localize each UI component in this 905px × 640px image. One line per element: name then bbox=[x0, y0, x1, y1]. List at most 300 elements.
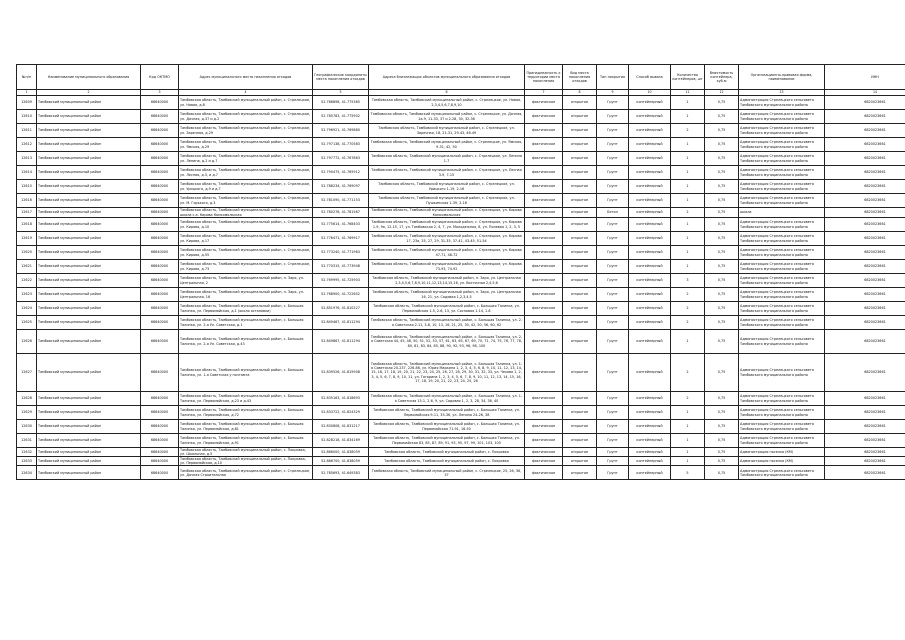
table-row bbox=[17, 466, 905, 480]
table-cell: открытое bbox=[563, 218, 597, 232]
table-cell: Грунт bbox=[597, 138, 629, 152]
table-cell: Тамбовская область, Тамбовский муниципальный район, с. Стрелецкое, ул. Кирова 73-93, 74-92 bbox=[369, 260, 525, 274]
table-cell: 68640000 bbox=[141, 330, 179, 354]
table-cell: 1 bbox=[671, 434, 705, 448]
table-cell: 12623 bbox=[17, 288, 37, 302]
table-cell: контейнерный bbox=[629, 208, 671, 218]
table-cell: 1 bbox=[671, 166, 705, 180]
table-cell: Администрация Стрелецкого сельсовета Тамбовского муниципального района bbox=[739, 246, 825, 260]
table-cell: контейнерный bbox=[629, 354, 671, 392]
table-cell: контейнерный bbox=[629, 316, 671, 330]
table-cell: 12634 bbox=[17, 466, 37, 480]
table-cell: 52.773240, 41.771963 bbox=[313, 246, 369, 260]
table-cell: 0,75 bbox=[705, 330, 739, 354]
table-cell: 52.828218, 41.834169 bbox=[313, 434, 369, 448]
table-cell: Тамбовский муниципальный район bbox=[37, 448, 141, 457]
table-cell: фактическое bbox=[525, 354, 563, 392]
table-cell: 52.835163, 41.818693 bbox=[313, 392, 369, 406]
table-cell: 52.790475, 41.765912 bbox=[313, 166, 369, 180]
table-cell: фактическое bbox=[525, 166, 563, 180]
table-cell: контейнерный bbox=[629, 466, 671, 480]
table-cell: 0,75 bbox=[705, 302, 739, 316]
table-row bbox=[17, 448, 905, 457]
table-cell: фактическое bbox=[525, 208, 563, 218]
table-cell: Тамбовская область, Тамбовский муниципальный район, п. Заря, ул. Центральная, 2 bbox=[179, 274, 313, 288]
header-row bbox=[17, 65, 905, 90]
table-cell: Тамбовский муниципальный район bbox=[37, 246, 141, 260]
table-cell: открытое bbox=[563, 457, 597, 466]
table-cell: открытое bbox=[563, 110, 597, 124]
column-header: Способ вывоза bbox=[629, 65, 671, 90]
table-cell: 6820023661 bbox=[825, 448, 905, 457]
table-cell: Тамбовский муниципальный район bbox=[37, 420, 141, 434]
table-cell: Тамбовская область, Тамбовский муниципальный район, с. Стрелецкое, ул. Кирова 17, 23а, 25, 27, 29, 31-35, 37-41, 43-45, 51-54 bbox=[369, 232, 525, 246]
column-header: Географические координаты места накопления отходов bbox=[313, 65, 369, 90]
table-cell: Тамбовская область, Тамбовский муниципальный район, с. Стрелецкое, ул. Дачная Строительная bbox=[179, 466, 313, 480]
table-cell: открытое bbox=[563, 194, 597, 208]
table-cell: Тамбовский муниципальный район bbox=[37, 466, 141, 480]
table-cell: Тамбовский муниципальный район bbox=[37, 180, 141, 194]
table-cell: фактическое bbox=[525, 260, 563, 274]
table-cell: открытое bbox=[563, 354, 597, 392]
table-cell: 68640000 bbox=[141, 302, 179, 316]
table-cell: контейнерный bbox=[629, 406, 671, 420]
table-cell: фактическое bbox=[525, 232, 563, 246]
table-row bbox=[17, 434, 905, 448]
table-cell: Тамбовский муниципальный район bbox=[37, 260, 141, 274]
table-cell: 12611 bbox=[17, 124, 37, 138]
table-cell: 2 bbox=[671, 392, 705, 406]
table-cell: Тамбовский муниципальный район bbox=[37, 208, 141, 218]
table-cell: Грунт bbox=[597, 246, 629, 260]
table-cell: 52.833722, 41.824329 bbox=[313, 406, 369, 420]
table-cell: Тамбовская область, Тамбовский муниципальный район, с. Большая Талинка, ул. Первомайская, д.72 bbox=[179, 406, 313, 420]
table-cell: Тамбовская область, Тамбовский муниципальный район, п. Заря, ул. Центральная, 16 bbox=[179, 288, 313, 302]
table-cell: 1 bbox=[671, 330, 705, 354]
table-cell: контейнерный bbox=[629, 152, 671, 166]
table-cell: Тамбовская область, Тамбовский муниципальный район, с. Большая Талинка, ул. 2-я Советская 2-11, 3-8, 10, 13, 16, 21, 25, 30, 42, 50, 56, 60, 62 bbox=[369, 316, 525, 330]
table-cell: фактическое bbox=[525, 288, 563, 302]
table-cell: 6820023661 bbox=[825, 232, 905, 246]
table-cell: Тамбовская область, Тамбовский муниципальный район, с. Большая Талинка, ул. Первомайская, д.81 bbox=[179, 420, 313, 434]
table-cell: 68640000 bbox=[141, 180, 179, 194]
table-cell: 52.796921, 41.769880 bbox=[313, 124, 369, 138]
table-cell: 1 bbox=[671, 406, 705, 420]
table-cell: Тамбовский муниципальный район bbox=[37, 124, 141, 138]
table-cell: Тамбовская область, Тамбовский муниципальный район, с. Стрелецкое, ул. Кирова, д.17 bbox=[179, 232, 313, 246]
table-cell: Тамбовская область, Тамбовский муниципальный район, с. Стрелецкое, ул. Ленина 1-7 bbox=[369, 152, 525, 166]
table-cell: Тамбовский муниципальный район bbox=[37, 96, 141, 110]
column-header: Код ОКТМО bbox=[141, 65, 179, 90]
table-row bbox=[17, 354, 905, 392]
table-cell: 12622 bbox=[17, 274, 37, 288]
column-number: 2 bbox=[37, 90, 141, 96]
table-cell: 68640000 bbox=[141, 316, 179, 330]
table-cell: Администрация Стрелецкого сельсовета Тамбовского муниципального района bbox=[739, 260, 825, 274]
table-cell: открытое bbox=[563, 208, 597, 218]
table-cell: Тамбовская область, Тамбовский муниципальный район, с. Стрелецкое, ул. Ленина, д.2 и д.7 bbox=[179, 152, 313, 166]
column-number: 7 bbox=[525, 90, 563, 96]
table-cell: контейнерный bbox=[629, 180, 671, 194]
table-row bbox=[17, 124, 905, 138]
table-cell: Администрация Стрелецкого сельсовета Тамбовского муниципального района bbox=[739, 152, 825, 166]
table-cell: контейнерный bbox=[629, 420, 671, 434]
table-cell: 52.785783, 41.775902 bbox=[313, 110, 369, 124]
table-cell: 1 bbox=[671, 152, 705, 166]
table-cell: 52.866000, 41.838059 bbox=[313, 448, 369, 457]
table-cell: 12632 bbox=[17, 448, 37, 457]
table-cell: Тамбовская область, Тамбовский муниципальный район, с. Стрелецкое, ул. Дачная, 1а-9, 11-33, 37 и 2-28, 30, 32-36 bbox=[369, 110, 525, 124]
table-cell: 1 bbox=[671, 218, 705, 232]
table-cell: Тамбовская область, Тамбовский муниципальный район, с. Большая Талинка, ул. Первомайская 9-11, 35-36, ул. Ленина 24-26, 38 bbox=[369, 406, 525, 420]
table-row bbox=[17, 96, 905, 110]
table-cell: Тамбовская область, Тамбовский муниципальный район, с. Стрелецкое, ул. Кирова Комсомольская bbox=[369, 208, 525, 218]
table-cell: 68640000 bbox=[141, 208, 179, 218]
table-row bbox=[17, 208, 905, 218]
table-cell: 68640000 bbox=[141, 194, 179, 208]
table-row bbox=[17, 457, 905, 466]
table-cell: 52.851976, 41.810227 bbox=[313, 302, 369, 316]
table-cell: Тамбовская область, Тамбовский муниципальный район, с. Стрелецкое, ул. Урицкого, д.9 и д.7 bbox=[179, 180, 313, 194]
table-cell: 0,75 bbox=[705, 466, 739, 480]
table-cell: Администрация Стрелецкого сельсовета Тамбовского муниципального района bbox=[739, 330, 825, 354]
table-cell: Тамбовская область, Тамбовский муниципальный район, с. Стрелецкое, ул. Заречная, д.29 bbox=[179, 124, 313, 138]
table-cell: 52.866700, 41.838059 bbox=[313, 457, 369, 466]
table-cell: 6820023661 bbox=[825, 288, 905, 302]
table-cell: 6820023661 bbox=[825, 166, 905, 180]
table-cell: открытое bbox=[563, 152, 597, 166]
table-cell: открытое bbox=[563, 246, 597, 260]
table-cell: 68640000 bbox=[141, 232, 179, 246]
table-cell: 68640000 bbox=[141, 138, 179, 152]
table-cell: Грунт bbox=[597, 448, 629, 457]
table-cell: 68640000 bbox=[141, 166, 179, 180]
table-cell: 0,75 bbox=[705, 166, 739, 180]
table-cell: 68640000 bbox=[141, 110, 179, 124]
table-cell: Тамбовская область, Тамбовский муниципальный район, с. Большая Талинка, ул. 2-я Ул. Советская, д.1 bbox=[179, 316, 313, 330]
table-cell: 6820023661 bbox=[825, 420, 905, 434]
table-cell: 68640000 bbox=[141, 392, 179, 406]
table-cell: 12628 bbox=[17, 392, 37, 406]
registry-sheet bbox=[16, 64, 885, 480]
column-number: 1 bbox=[17, 90, 37, 96]
table-cell: Тамбовский муниципальный район bbox=[37, 406, 141, 420]
table-cell: 2 bbox=[671, 124, 705, 138]
column-header: Тип покрытия bbox=[597, 65, 629, 90]
table-cell: Тамбовская область, Тамбовский муниципальный район, с. Покровка, ул. Школьная, д.5 bbox=[179, 448, 313, 457]
table-cell: Администрация Стрелецкого сельсовета Тамбовского муниципального района bbox=[739, 194, 825, 208]
table-cell: Тамбовская область, Тамбовский муниципальный район, с. Стрелецкое, ул. Ямская, д.29 bbox=[179, 138, 313, 152]
table-cell: Тамбовская область, Тамбовский муниципальный район, с. Большая Талинка, ул. Первомайская 83, 85, 87, 89, 91, 93, 95, 97, 99, 101, 103, 105 bbox=[369, 434, 525, 448]
table-cell: 6820023661 bbox=[825, 354, 905, 392]
table-cell: Администрация Стрелецкого сельсовета Тамбовского муниципального района bbox=[739, 302, 825, 316]
table-row bbox=[17, 260, 905, 274]
table-cell: Грунт bbox=[597, 96, 629, 110]
table-cell: открытое bbox=[563, 330, 597, 354]
table-cell: открытое bbox=[563, 166, 597, 180]
table-cell: 52.775614, 41.768403 bbox=[313, 218, 369, 232]
table-cell: 6820023661 bbox=[825, 246, 905, 260]
table-cell: контейнерный bbox=[629, 457, 671, 466]
table-cell: 0,75 bbox=[705, 152, 739, 166]
table-cell: Тамбовская область, Тамбовский муниципальный район, с. Большая Талинка, ул. Первомайская, д.23 и д.43 bbox=[179, 392, 313, 406]
table-cell: фактическое bbox=[525, 218, 563, 232]
table-cell: 6820023661 bbox=[825, 218, 905, 232]
table-cell: контейнерный bbox=[629, 124, 671, 138]
table-cell: открытое bbox=[563, 180, 597, 194]
table-cell: 12627 bbox=[17, 354, 37, 392]
table-cell: 0,75 bbox=[705, 274, 739, 288]
table-cell: 6820023661 bbox=[825, 330, 905, 354]
table-cell: 12621 bbox=[17, 260, 37, 274]
table-cell: 12633 bbox=[17, 457, 37, 466]
table-cell: Грунт bbox=[597, 274, 629, 288]
column-header: Количество контейнеров, шт bbox=[671, 65, 705, 90]
table-cell: 1 bbox=[671, 448, 705, 457]
table-cell: 1 bbox=[671, 420, 705, 434]
table-cell: 0,75 bbox=[705, 260, 739, 274]
table-cell: фактическое bbox=[525, 392, 563, 406]
table-cell: фактическое bbox=[525, 457, 563, 466]
table-cell: Администрация Стрелецкого сельсовета Тамбовского муниципального района bbox=[739, 354, 825, 392]
table-cell: 0,75 bbox=[705, 448, 739, 457]
table-cell: Грунт bbox=[597, 316, 629, 330]
table-cell: Тамбовская область, Тамбовский муниципальный район, с. Стрелецкое, ул. Лесная 3-9, 7-15 bbox=[369, 166, 525, 180]
table-cell: 6820023661 bbox=[825, 434, 905, 448]
table-cell: 2 bbox=[671, 208, 705, 218]
table-cell: Тамбовская область, Тамбовский муниципальный район, с. Стрелецкое, ул. Пушкинская 1-39, 2-16 bbox=[369, 194, 525, 208]
table-cell: 52.788234, 41.769097 bbox=[313, 180, 369, 194]
table-cell: открытое bbox=[563, 392, 597, 406]
table-cell: 0,75 bbox=[705, 194, 739, 208]
table-cell: 6820023661 bbox=[825, 138, 905, 152]
table-cell: 6820023661 bbox=[825, 260, 905, 274]
table-body bbox=[17, 96, 905, 480]
table-cell: Грунт bbox=[597, 420, 629, 434]
table-cell: открытое bbox=[563, 288, 597, 302]
table-row bbox=[17, 420, 905, 434]
table-row bbox=[17, 194, 905, 208]
table-cell: 68640000 bbox=[141, 260, 179, 274]
table-cell: 52.776471, 41.769917 bbox=[313, 232, 369, 246]
table-cell: Администрация Стрелецкого сельсовета Тамбовского муниципального района bbox=[739, 96, 825, 110]
table-cell: Тамбовский муниципальный район bbox=[37, 138, 141, 152]
table-cell: 6820023661 bbox=[825, 457, 905, 466]
table-cell: Грунт bbox=[597, 392, 629, 406]
table-cell: Администрация Стрелецкого сельсовета Тамбовского муниципального района bbox=[739, 466, 825, 480]
table-cell: открытое bbox=[563, 420, 597, 434]
table-cell: 6820023661 bbox=[825, 180, 905, 194]
table-cell: Администрация Стрелецкого сельсовета Тамбовского муниципального района bbox=[739, 218, 825, 232]
table-cell: Грунт bbox=[597, 302, 629, 316]
table-cell: 12618 bbox=[17, 218, 37, 232]
table-cell: открытое bbox=[563, 274, 597, 288]
table-cell: контейнерный bbox=[629, 274, 671, 288]
table-cell: 52.797138, 41.770583 bbox=[313, 138, 369, 152]
table-cell: Тамбовская область, Тамбовский муниципальный район, с. Покровка bbox=[369, 448, 525, 457]
table-cell: Тамбовская область, Тамбовский муниципальный район, с. Большая Талинка, ул. 2-я Советская 44, 45, 48, 50, 51, 52, 53, 57, 61, 63, 65, 67, 69, 70, 71, 74, 75, 76, 77, 78, 80, 81, 83, 84, 85, 88, 90, 92, 93, 96, 98, 100 bbox=[369, 330, 525, 354]
table-cell: Тамбовская область, Тамбовский муниципальный район, с. Стрелецкое, ул. Ямская, 9-31, 42, 50 bbox=[369, 138, 525, 152]
table-cell: открытое bbox=[563, 448, 597, 457]
table-cell: Тамбовский муниципальный район bbox=[37, 330, 141, 354]
table-cell: открытое bbox=[563, 138, 597, 152]
table-cell: Тамбовский муниципальный район bbox=[37, 316, 141, 330]
table-cell: контейнерный bbox=[629, 288, 671, 302]
table-cell: 52.769995, 41.725903 bbox=[313, 274, 369, 288]
table-cell: Тамбовская область, Тамбовский муниципальный район, с. Большая Талинка, ул. 1-я Советская у почтамта bbox=[179, 354, 313, 392]
column-number: 6 bbox=[369, 90, 525, 96]
table-cell: Грунт bbox=[597, 406, 629, 420]
table-cell: 1 bbox=[671, 246, 705, 260]
table-cell: Тамбовская область, Тамбовский муниципальный район, с. Большая Талинка, ул. Первомайская 71-91, 16-50 bbox=[369, 420, 525, 434]
table-cell: Тамбовская область, Тамбовский муниципальный район, с. Стрелецкое, ул. Новая, д.8 bbox=[179, 96, 313, 110]
table-cell: контейнерный bbox=[629, 232, 671, 246]
column-header: Организационно-правовая форма, наименование bbox=[739, 65, 825, 90]
table-cell: 68640000 bbox=[141, 274, 179, 288]
table-cell: 1 bbox=[671, 110, 705, 124]
table-cell: Тамбовский муниципальный район bbox=[37, 457, 141, 466]
table-cell: Тамбовская область, Тамбовский муниципальный район, п. Заря, ул. Центральная 16, 21, ул. Садовая 1,2,3,4,5 bbox=[369, 288, 525, 302]
table-cell: 12620 bbox=[17, 246, 37, 260]
table-cell: 12626 bbox=[17, 330, 37, 354]
column-number: 14 bbox=[825, 90, 905, 96]
table-cell: Тамбовская область, Тамбовский муниципальный район, с. Стрелецкое, ул. Урицкого 1-19, 2-16 bbox=[369, 180, 525, 194]
table-cell: 12625 bbox=[17, 316, 37, 330]
table-row bbox=[17, 246, 905, 260]
waste-sites-table bbox=[16, 64, 905, 480]
table-cell: открытое bbox=[563, 466, 597, 480]
table-cell: фактическое bbox=[525, 96, 563, 110]
table-cell: Тамбовский муниципальный район bbox=[37, 274, 141, 288]
table-cell: 68640000 bbox=[141, 288, 179, 302]
table-cell: открытое bbox=[563, 302, 597, 316]
table-cell: 0,75 bbox=[705, 96, 739, 110]
table-cell: фактическое bbox=[525, 274, 563, 288]
table-cell: 12610 bbox=[17, 110, 37, 124]
column-header: Принадлежность к территории места накопления bbox=[525, 65, 563, 90]
table-cell: 1 bbox=[671, 232, 705, 246]
table-cell: 12619 bbox=[17, 232, 37, 246]
table-cell: 0,75 bbox=[705, 434, 739, 448]
table-cell: открытое bbox=[563, 232, 597, 246]
table-row bbox=[17, 302, 905, 316]
table-row bbox=[17, 274, 905, 288]
table-cell: Тамбовский муниципальный район bbox=[37, 288, 141, 302]
table-cell: Грунт bbox=[597, 110, 629, 124]
table-cell: Администрация Стрелецкого сельсовета Тамбовского муниципального района bbox=[739, 180, 825, 194]
table-cell: Грунт bbox=[597, 124, 629, 138]
table-cell: фактическое bbox=[525, 302, 563, 316]
table-cell: фактическое bbox=[525, 406, 563, 420]
table-cell: 6820023661 bbox=[825, 110, 905, 124]
table-cell: 0,75 bbox=[705, 208, 739, 218]
table-cell: фактическое bbox=[525, 316, 563, 330]
table-cell: Тамбовская область, Тамбовский муниципальный район, с. Большая Талинка, ул. 1-я Советская 15-1, 2-6, 9, ул. Садовая 1, 2, 3, 28, 34, 36, 40 bbox=[369, 392, 525, 406]
table-cell: фактическое bbox=[525, 330, 563, 354]
table-row bbox=[17, 166, 905, 180]
column-header: Адрес муниципального места накопления отходов bbox=[179, 65, 313, 90]
column-number: 8 bbox=[563, 90, 597, 96]
table-cell: 68640000 bbox=[141, 457, 179, 466]
table-cell: 12624 bbox=[17, 302, 37, 316]
table-cell: 52.785693, 41.649383 bbox=[313, 466, 369, 480]
table-cell: 2 bbox=[671, 288, 705, 302]
table-cell: Тамбовский муниципальный район bbox=[37, 218, 141, 232]
table-cell: Тамбовская область, Тамбовский муниципальный район, с. Стрелецкое, ул. М. Горького, д.3 bbox=[179, 194, 313, 208]
table-cell: Грунт bbox=[597, 260, 629, 274]
table-cell: 1 bbox=[671, 194, 705, 208]
column-header: Вид места накопления отходов bbox=[563, 65, 597, 90]
table-cell: школа bbox=[739, 208, 825, 218]
table-cell: Грунт bbox=[597, 218, 629, 232]
table-cell: Тамбовская область, Тамбовский муниципальный район, с. Стрелецкое, ул. Кирова, д.73 bbox=[179, 260, 313, 274]
table-cell: 0,75 bbox=[705, 316, 739, 330]
table-cell: контейнерный bbox=[629, 96, 671, 110]
table-cell: 68640000 bbox=[141, 406, 179, 420]
table-row bbox=[17, 288, 905, 302]
table-cell: Администрация Стрелецкого сельсовета Тамбовского муниципального района bbox=[739, 110, 825, 124]
table-cell: Администрация Стрелецкого сельсовета Тамбовского муниципального района bbox=[739, 124, 825, 138]
column-number: 9 bbox=[597, 90, 629, 96]
table-cell: 6820023661 bbox=[825, 302, 905, 316]
column-number: 12 bbox=[705, 90, 739, 96]
table-cell: Тамбовская область, Тамбовский муниципальный район, с. Большая Талинка, ул. 1-я Советская 20-237, 226-86, ул. Юрия Маркина 1, 2, 3, 4, 5, 6, 8, 9, 10, 11, 12, 13, 14, 15, 16, 17, 18, 19, 20, 21, 22, 23, 24, 25, 26, 27, 28, 29, 30, 31, 32, 33, ул. Чехова 1, 2, 3, 4, 5, 6, 7, 8, 9, 10, 11, ул. Гагарина 1, 2, 3, 4, 5, 6, 7, 8, 9, 10, 11, 12, 13, 14, 15, 16, 17, 18, 19, 20, 21, 22, 23, 24, 25, 26 bbox=[369, 354, 525, 392]
table-cell: Тамбовская область, Тамбовский муниципальный район, с. Стрелецкое, ул. Кирова, д.10 bbox=[179, 218, 313, 232]
table-cell: 12609 bbox=[17, 96, 37, 110]
table-cell: 6820023661 bbox=[825, 208, 905, 218]
table-cell: контейнерный bbox=[629, 434, 671, 448]
table-row bbox=[17, 406, 905, 420]
table-cell: 5 bbox=[671, 466, 705, 480]
table-cell: фактическое bbox=[525, 124, 563, 138]
table-cell: 52.849867, 41.811294 bbox=[313, 330, 369, 354]
table-cell: 0,75 bbox=[705, 218, 739, 232]
table-row bbox=[17, 110, 905, 124]
table-cell: фактическое bbox=[525, 180, 563, 194]
table-cell: контейнерный bbox=[629, 448, 671, 457]
table-row bbox=[17, 232, 905, 246]
table-cell: Тамбовская область, Тамбовский муниципальный район, с. Стрелецкое, ул. Лесная, д.3, и д.7 bbox=[179, 166, 313, 180]
table-cell: 52.768900, 41.722652 bbox=[313, 288, 369, 302]
table-cell: открытое bbox=[563, 124, 597, 138]
table-cell: 68640000 bbox=[141, 152, 179, 166]
table-cell: 1 bbox=[671, 138, 705, 152]
table-cell: Тамбовская область, Тамбовский муниципальный район, с. Стрелецкое, ул. Кирова 47-71, 48-72 bbox=[369, 246, 525, 260]
table-cell: 6820023661 bbox=[825, 466, 905, 480]
table-cell: Тамбовская область, Тамбовский муниципальный район, с. Большая Талинка, ул. Первомайская, д.1 (около остановки) bbox=[179, 302, 313, 316]
table-cell: Администрация Стрелецкого сельсовета Тамбовского муниципального района bbox=[739, 316, 825, 330]
table-cell: Грунт bbox=[597, 194, 629, 208]
table-cell: Грунт bbox=[597, 232, 629, 246]
table-cell: Тамбовская область, Тамбовский муниципальный район, с. Стрелецкое, 25, 26, 36, 37 bbox=[369, 466, 525, 480]
table-cell: Тамбовская область, Тамбовский муниципальный район, с. Стрелецкое, ул. Кирова 1-9, 9а, 12-15, 17, ул. Тамбовская 2, 4, 7, ул. Молодежная, 8, ул. Полевая 1, 2, 3, 5 bbox=[369, 218, 525, 232]
table-cell: 1 bbox=[671, 457, 705, 466]
table-row bbox=[17, 316, 905, 330]
column-header: №п/п bbox=[17, 65, 37, 90]
table-cell: Тамбовский муниципальный район bbox=[37, 302, 141, 316]
table-cell: Тамбовская область, Тамбовский муниципальный район, с. Стрелецкое, ул. Кирова, д.55 bbox=[179, 246, 313, 260]
table-cell: 68640000 bbox=[141, 466, 179, 480]
table-row bbox=[17, 330, 905, 354]
table-cell: 52.781090, 41.771153 bbox=[313, 194, 369, 208]
table-cell: 2 bbox=[671, 302, 705, 316]
table-cell: 6820023661 bbox=[825, 124, 905, 138]
column-number: 10 bbox=[629, 90, 671, 96]
table-cell: 6820023661 bbox=[825, 96, 905, 110]
table-cell: 12617 bbox=[17, 208, 37, 218]
table-cell: 12613 bbox=[17, 152, 37, 166]
table-cell: 0,75 bbox=[705, 392, 739, 406]
